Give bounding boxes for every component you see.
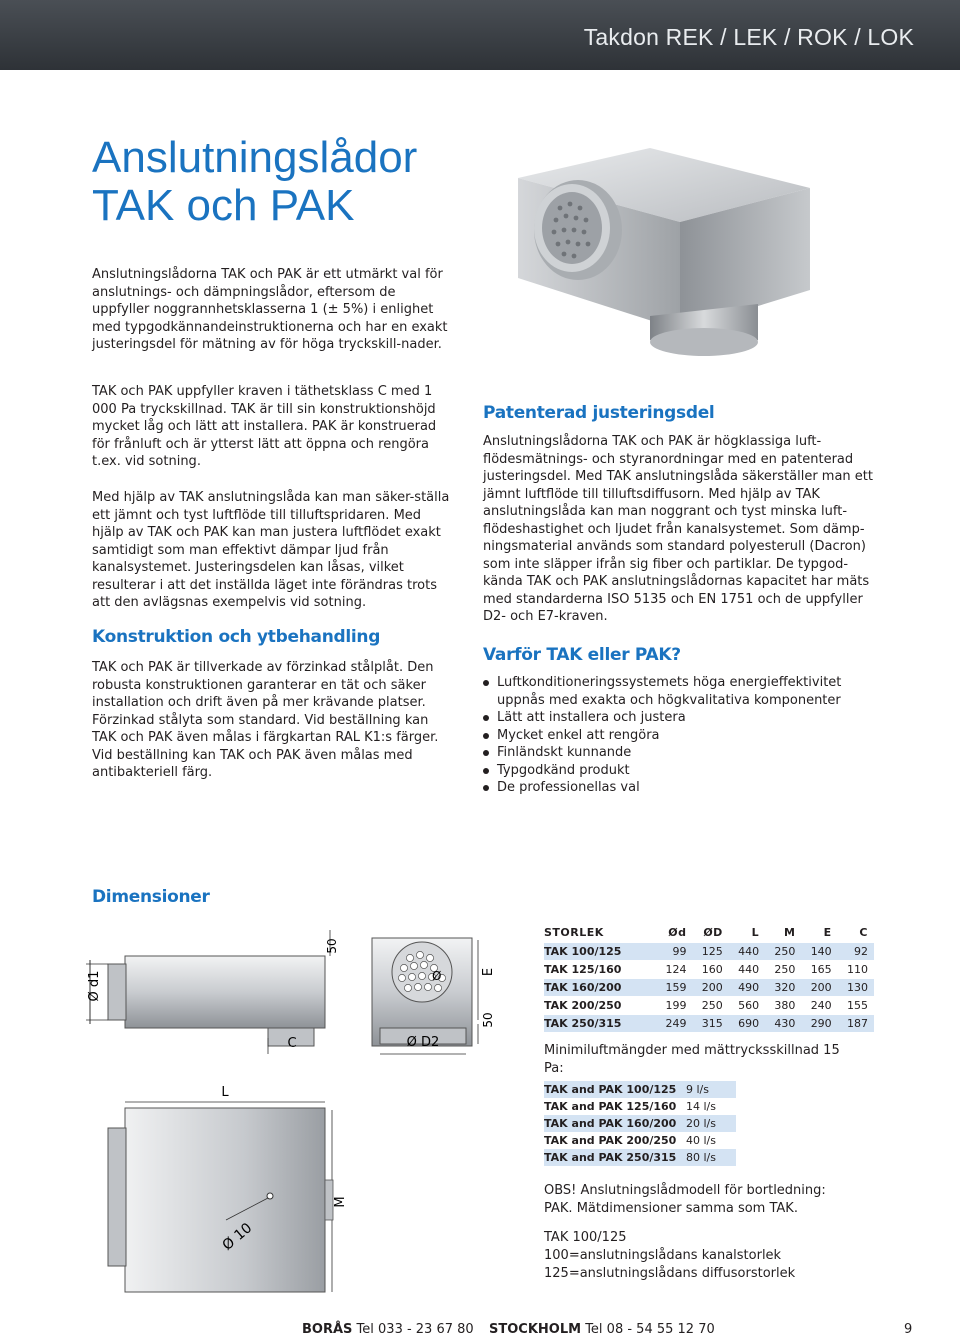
dim-10-label: 10 xyxy=(231,1220,256,1244)
cell: 160 xyxy=(693,961,729,979)
cell: 200 xyxy=(801,979,837,997)
table-row xyxy=(544,997,874,1015)
diameter-symbol-icon: Ø xyxy=(87,991,102,1002)
footer-tel-boras: Tel 033 - 23 67 80 xyxy=(356,1322,474,1337)
col-l: L xyxy=(751,926,760,939)
dim-e-label: E xyxy=(481,967,496,977)
cell: 40 l/s xyxy=(686,1134,716,1147)
table-row xyxy=(544,1015,874,1033)
why-item: Lätt att installera och justera xyxy=(483,709,873,727)
patent-heading: Patenterad justeringsdel xyxy=(483,403,715,423)
table-row xyxy=(544,1132,736,1149)
cell: TAK 125/160 xyxy=(544,961,656,979)
footer-city-boras: BORÅS xyxy=(302,1322,353,1337)
cell: TAK and PAK 200/250 xyxy=(544,1134,677,1147)
cell: 250 xyxy=(693,997,729,1015)
intro-paragraph-2: TAK och PAK uppfyller kraven i täthetsklass C med 1 000 Pa tryckskillnad. TAK är till sin konstruktionshöjd mycket låg och lätt att installera. PAK är konstruerad för frånluft och är ytterst lätt att öppna och rengöra t.ex. vid sotning. xyxy=(92,384,437,469)
dim-c-label: C xyxy=(287,1036,297,1051)
code-line-2: 125=anslutningslådans diffusorstorlek xyxy=(544,1266,796,1281)
cell: 140 xyxy=(801,943,837,961)
patent-text: Anslutningslådorna TAK och PAK är högklassiga luft-flödesmätnings- och styranordningar med en patenterad justeringsdel. Med TAK anslutningslåda säkerställer man ett jämnt luftflöde till tilluftsdiffusorn. Med hjälp av TAK anslutningslåda kan man noggrant och tyst minska luft-flödeshastighet och ljudet från kanalsystemet. Som dämp-ningsmaterial används som standard polyesterull (Dacron) som inte släpper ifrån sig fiber och partiklar. De typgod-kända TAK och PAK anslutningslådornas kapacitet har mäts med standarderna ISO 5135 och EN 1751 och de uppfyller D2- och E7-kraven. xyxy=(483,434,873,624)
cell: TAK and PAK 250/315 xyxy=(544,1149,684,1166)
why-item: Mycket enkel att rengöra xyxy=(483,727,873,745)
cell: 249 xyxy=(656,1015,692,1033)
page-title xyxy=(92,134,417,230)
construction-text: TAK och PAK är tillverkade av förzinkad stålplåt. Den robusta konstruktionen garanterar en tät och säker installation och drift även på mer krävande platser. Förzinkad stålyta som standard. Vid beställning kan TAK och PAK även målas i färgkartan RAL K1:s färger. Vid beställning kan TAK och PAK även målas med antibakteriell färg. xyxy=(92,660,439,780)
cell: 290 xyxy=(801,1015,837,1033)
cell: TAK 250/315 xyxy=(544,1015,656,1033)
col-storlek: STORLEK xyxy=(544,926,604,939)
cell: TAK and PAK 160/200 xyxy=(544,1115,684,1132)
why-heading: Varför TAK eller PAK? xyxy=(483,645,681,665)
header-title: Takdon REK / LEK / ROK / LOK xyxy=(583,24,914,50)
table-row xyxy=(544,943,874,961)
dimensions-table-header xyxy=(544,923,874,943)
footer-tel-stockholm: Tel 08 - 54 55 12 70 xyxy=(585,1322,715,1337)
dimensions-heading: Dimensioner xyxy=(92,887,210,907)
cell: 440 xyxy=(729,943,765,961)
dim-m-label: M xyxy=(333,1196,348,1208)
construction-heading: Konstruktion och ytbehandling xyxy=(92,627,381,647)
cell: 80 l/s xyxy=(684,1149,736,1166)
table-row xyxy=(544,961,874,979)
dim-l-label: L xyxy=(221,1085,229,1100)
why-item: Typgodkänd produkt xyxy=(483,762,873,780)
cell: 159 xyxy=(656,979,692,997)
cell: TAK 100/125 xyxy=(544,943,656,961)
table-row xyxy=(544,1149,736,1166)
cell: TAK and PAK 125/160 xyxy=(544,1100,677,1113)
min-flow-table xyxy=(544,1081,736,1166)
page-title-line2: TAK och PAK xyxy=(92,181,355,230)
technical-drawing xyxy=(80,920,520,1340)
cell: 560 xyxy=(729,997,765,1015)
cell: 14 l/s xyxy=(686,1100,716,1113)
code-title: TAK 100/125 xyxy=(544,1230,627,1245)
diameter-10-icon: Ø 10 xyxy=(219,1220,256,1254)
table-row xyxy=(544,1098,736,1115)
dim-50-right-label: 50 xyxy=(481,1012,495,1028)
cell: 440 xyxy=(729,961,765,979)
cell: 200 xyxy=(693,979,729,997)
why-item: Finländskt kunnande xyxy=(483,744,873,762)
cell: 9 l/s xyxy=(684,1081,736,1098)
cell: 20 l/s xyxy=(684,1115,736,1132)
cell: 315 xyxy=(693,1015,729,1033)
svg-text:Ø d1 xyxy=(87,971,102,1002)
cell: 199 xyxy=(656,997,692,1015)
cell: 99 xyxy=(656,943,692,961)
cell: 165 xyxy=(801,961,837,979)
footer-city-stockholm: STOCKHOLM xyxy=(489,1322,582,1337)
dim-d2-label: D2 xyxy=(421,1035,440,1050)
intro-paragraph-3: Med hjälp av TAK anslutningslåda kan man säker-ställa ett jämnt och tyst luftflöde till tilluftspridaren. Med hjälp av TAK och PAK kan man justera luftflödet exakt samtidigt som man effektivt dämpar ljud från kanalsystemet. Justeringsdelen kan låsas, vilket resulterar i att det inställda läget inte förändras trots att den avlägsnas exempelvis vid sotning. xyxy=(92,490,450,610)
cell: TAK 160/200 xyxy=(544,979,656,997)
code-line-1: 100=anslutningslådans kanalstorlek xyxy=(544,1248,782,1263)
cell: 125 xyxy=(693,943,729,961)
col-d-large: ØD xyxy=(703,926,723,939)
dim-50-top-label: 50 xyxy=(325,938,339,954)
col-d-small: Ød xyxy=(668,926,687,939)
cell: 690 xyxy=(729,1015,765,1033)
why-item: De professionellas val xyxy=(483,779,873,797)
intro-paragraph-1: Anslutningslådorna TAK och PAK är ett utmärkt val för anslutnings- och dämpningslådor, eftersom de uppfyller noggrannhetsklasserna 1 (± 5%) i enlighet med typgodkännandeinstruktionerna och har en exakt justeringsdel för mätning av för höga tryckskill-nader. xyxy=(92,267,448,352)
cell: 490 xyxy=(729,979,765,997)
dim-d1-label: d1 xyxy=(87,970,102,988)
table-row xyxy=(544,1115,736,1132)
cell: 430 xyxy=(765,1015,801,1033)
table-row xyxy=(544,979,874,997)
cell: TAK 200/250 xyxy=(544,997,656,1015)
col-m: M xyxy=(783,926,796,939)
cell: 240 xyxy=(801,997,837,1015)
cell: TAK and PAK 100/125 xyxy=(544,1081,684,1098)
why-item: Luftkonditioneringssystemets höga energieffektivitet uppnås med exakta och högkvalitativa komponenter xyxy=(483,674,873,709)
diameter-d2-icon: Ø D2 xyxy=(406,1035,440,1050)
table-row xyxy=(544,1081,736,1098)
col-e: E xyxy=(823,926,832,939)
cell: 320 xyxy=(765,979,801,997)
cell: 250 xyxy=(765,943,801,961)
col-c: C xyxy=(859,926,868,939)
footer-contact-boras xyxy=(302,1322,474,1337)
cell: 92 xyxy=(838,943,874,961)
diameter-d-icon: Ø xyxy=(432,969,442,983)
min-flow-title: Minimiluftmängder med mättrycksskillnad 15 Pa: xyxy=(544,1043,840,1076)
cell: 124 xyxy=(656,961,692,979)
cell: 155 xyxy=(838,997,874,1015)
cell: 110 xyxy=(838,961,874,979)
cell: 380 xyxy=(765,997,801,1015)
cell: 187 xyxy=(838,1015,874,1033)
product-photo xyxy=(500,140,860,370)
cell: 130 xyxy=(838,979,874,997)
dimensions-table xyxy=(544,923,874,1032)
cell: 250 xyxy=(765,961,801,979)
page-number: 9 xyxy=(904,1322,913,1337)
why-list xyxy=(483,674,873,797)
page-title-line1: Anslutningslådor xyxy=(92,133,418,182)
footer-contact-stockholm xyxy=(489,1322,715,1337)
obs-note: OBS! Anslutningslådmodell för bortledning: PAK. Mätdimensioner samma som TAK. xyxy=(544,1183,826,1216)
